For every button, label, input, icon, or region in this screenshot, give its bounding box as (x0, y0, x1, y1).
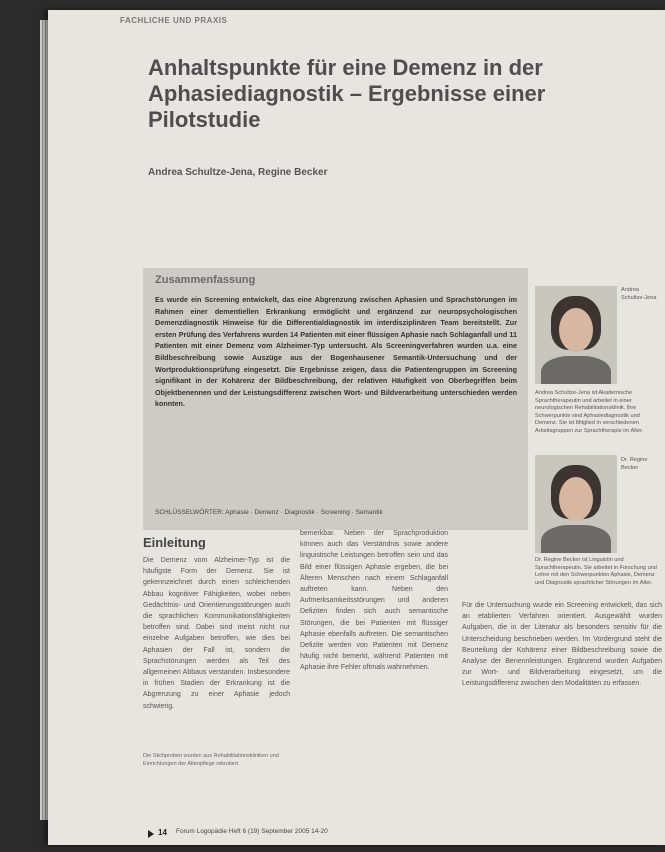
document-page (48, 10, 665, 845)
body-column-3: Für die Untersuchung wurde ein Screening entwickelt, das sich an etablierten Verfahren orientiert. Ausgewählt wurden Aufgaben, die in der Literatur als besonders sensitiv für die Unterscheidung beschrieben werden. Im Vordergrund steht die Beurteilung der Kohärenz einer Bildbeschreibung sowie die Analyse der Benennleistungen. Ergänzend wurden Aufgaben zur Wort- und Bildverarbeitung eingesetzt, um die Leistungsdifferenz zwischen den Modalitäten zu erfassen. (462, 602, 662, 688)
author-bio-2-name: Dr. Regine Becker (621, 457, 648, 471)
author-bio-1-name: Andrea Schultze-Jena (621, 287, 657, 301)
author-photo-2 (535, 455, 617, 553)
summary-heading: Zusammenfassung (155, 274, 256, 286)
body-column-1: Die Demenz vom Alzheimer-Typ ist die häufigste Form der Demenz. Sie ist gekennzeichnet durch einen schleichenden Abbau kognitiver Fähigkeiten, wobei neben Gedächtnis- und Orientierungsstörungen auch die sprachlichen Kommunikationsfähigkeiten betroffen sind. Dabei sind meist nicht nur einzelne Aufgaben betroffen, wie dies bei Aphasien der Fall ist, sondern die Sprachstörungen werden als Teil des allgemeinen Abbaus verstanden. Insbesondere in frühen Stadien der Erkrankung ist die Abgrenzung zu einer Aphasie jedoch schwierig. (143, 557, 290, 710)
footnote: Die Stichproben wurden aus Rehabilitationskliniken und Einrichtungen der Altenpflege rekrutiert. (143, 753, 279, 767)
author-bio-2-text: Dr. Regine Becker ist Linguistin und Sprachtherapeutin. Sie arbeitet in Forschung und Lehre mit den Schwerpunkten Aphasie, Demenz und Diagnostik sprachlicher Störungen im Alter. (535, 557, 657, 586)
photo-shoulders (541, 525, 611, 553)
article-authors: Andrea Schultze-Jena, Regine Becker (148, 167, 328, 178)
photo-shoulders (541, 356, 611, 384)
author-bio-1-text: Andrea Schultze-Jena ist Akademische Sprachtherapeutin und arbeitet in einer neurologischen Rehabilitationsklinik. Ihre Schwerpunkte sind Aphasiediagnostik und Demenz. Sie ist Mitglied in verschiedenen Arbeitsgruppen zur Sprachtherapie im Alter. (535, 390, 644, 434)
page-number: 14 (158, 828, 167, 837)
section-heading: Einleitung (143, 535, 206, 550)
body-column-2: bemerkbar. Neben der Sprachproduktion können auch das Verständnis sowie andere linguistische Leistungen betroffen sein und das Bild einer flüssigen Aphasie ergeben, die bei Älteren Menschen nach einem Schlaganfall auftreten kann. Neben den Aufmerksamkeitsstörungen und anderen Defiziten finden sich auch semantische Störungen, die bei Patienten mit flüssiger Aphasie ebenfalls auftreten. Die semantischen Defizite werden von Patienten mit Demenz häufig nicht bemerkt, während Patienten mit Aphasie ihre Fehler oftmals wahrnehmen. (300, 530, 448, 672)
journal-footer: Forum Logopädie Heft 6 (19) September 2005 14-20 (176, 828, 328, 835)
summary-box (143, 268, 528, 530)
section-tag: FACHLICHE UND PRAXIS (120, 16, 228, 25)
keywords: SCHLÜSSELWÖRTER: Aphasie · Demenz · Diagnostik · Screening · Semantik (155, 509, 383, 516)
footer-arrow-icon (148, 830, 154, 838)
article-title: Anhaltspunkte für eine Demenz in der Aphasiediagnostik – Ergebnisse einer Pilotstudie (148, 55, 546, 132)
photo-face (559, 477, 593, 521)
photo-face (559, 308, 593, 352)
author-photo-1 (535, 286, 617, 384)
summary-text: Es wurde ein Screening entwickelt, das eine Abgrenzung zwischen Aphasien und Sprachstörungen im Rahmen einer dementiellen Erkrankung ermöglicht und ergänzend zur neuropsychologischen Demenzdiagnostik Hinweise für die Differentialdiagnostik im interdisziplinären Team bereitstellt. Zur ersten Prüfung des Verfahrens wurden 14 Patienten mit einer flüssigen Aphasie nach Schlaganfall und 11 Patienten mit einer Demenz vom Alzheimer-Typ untersucht. Als Screeningverfahren wurden u.a. eine Bildbeschreibung sowie Auszüge aus der Bogenhausener Semantik-Untersuchung und der Wortproduktionsprüfung eingesetzt. Die Ergebnisse zeigen, dass die Patientengruppen im Screening signifikant in der Kohärenz der Bildbeschreibung, der relativen Häufigkeit von Oberbegriffen beim Objektbenennen und der Leistungsdifferenz zwischen Wort- und Bildverarbeitung unterschieden werden konnten. (155, 295, 517, 409)
